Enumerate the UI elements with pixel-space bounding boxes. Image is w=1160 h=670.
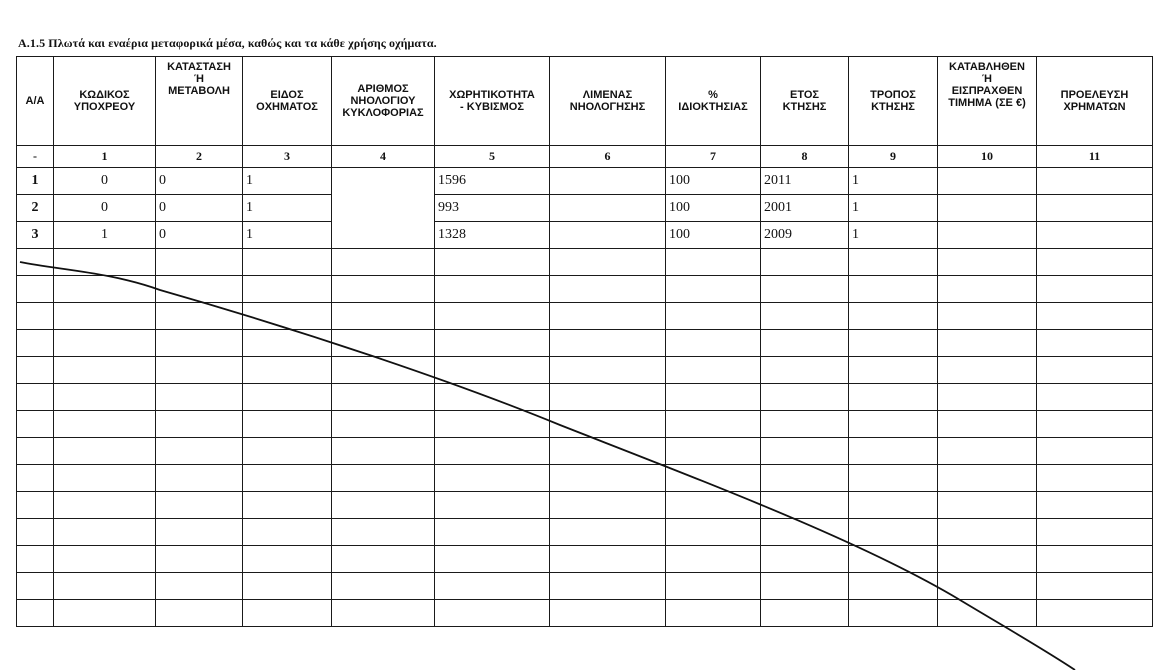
col-header-code: ΚΩΔΙΚΟΣ ΥΠΟΧΡΕΟΥ [54,57,156,146]
empty-cell [332,384,435,411]
empty-cell [435,465,550,492]
col-number: 7 [666,146,761,168]
empty-cell [1037,492,1153,519]
empty-cell [1037,546,1153,573]
empty-cell [156,573,243,600]
empty-cell [435,276,550,303]
cell-aa: 2 [17,195,54,222]
empty-cell [156,303,243,330]
empty-cell [1037,384,1153,411]
empty-cell [17,573,54,600]
col-number: 11 [1037,146,1153,168]
table-row [17,195,1153,222]
empty-cell [17,546,54,573]
empty-cell [243,249,332,276]
cell-price [938,222,1037,249]
empty-row [17,330,1153,357]
empty-cell [1037,438,1153,465]
empty-cell [243,357,332,384]
col-header-year: ΕΤΟΣ ΚΤΗΣΗΣ [761,57,849,146]
cell-price [938,195,1037,222]
empty-cell [761,357,849,384]
empty-cell [761,573,849,600]
empty-cell [849,303,938,330]
empty-cell [156,411,243,438]
col-header-origin: ΠΡΟΕΛΕΥΣΗ ΧΡΗΜΑΤΩΝ [1037,57,1153,146]
empty-cell [54,600,156,627]
cell-capacity: 1328 [435,222,550,249]
empty-cell [243,438,332,465]
empty-cell [156,546,243,573]
cell-method: 1 [849,168,938,195]
cell-origin [1037,168,1153,195]
empty-cell [1037,330,1153,357]
empty-cell [54,519,156,546]
empty-row [17,249,1153,276]
empty-row [17,546,1153,573]
empty-cell [666,249,761,276]
empty-cell [666,519,761,546]
empty-cell [156,492,243,519]
empty-cell [435,330,550,357]
empty-cell [156,384,243,411]
cell-ownership: 100 [666,222,761,249]
empty-cell [156,330,243,357]
empty-cell [938,357,1037,384]
empty-cell [54,546,156,573]
empty-cell [550,357,666,384]
empty-cell [761,276,849,303]
empty-cell [54,411,156,438]
empty-cell [243,492,332,519]
empty-cell [849,249,938,276]
cell-ownership: 100 [666,195,761,222]
empty-cell [666,546,761,573]
empty-cell [17,465,54,492]
empty-cell [761,519,849,546]
empty-cell [1037,249,1153,276]
empty-cell [17,276,54,303]
col-header-capacity: ΧΩΡΗΤΙΚΟΤΗΤΑ - ΚΥΒΙΣΜΟΣ [435,57,550,146]
col-header-type: ΕΙΔΟΣ ΟΧΗΜΑΤΟΣ [243,57,332,146]
empty-cell [938,438,1037,465]
empty-cell [435,438,550,465]
empty-cell [666,330,761,357]
empty-cell [435,303,550,330]
cell-origin [1037,222,1153,249]
empty-cell [435,519,550,546]
empty-row [17,573,1153,600]
empty-cell [849,276,938,303]
column-number-row [17,146,1153,168]
empty-cell [849,492,938,519]
empty-row [17,465,1153,492]
empty-cell [17,600,54,627]
empty-cell [938,573,1037,600]
empty-cell [435,384,550,411]
empty-cell [243,519,332,546]
cell-status: 0 [156,222,243,249]
empty-cell [243,276,332,303]
col-header-price: ΚΑΤΑΒΛΗΘΕΝ Ή ΕΙΣΠΡΑΧΘΕΝ ΤΙΜΗΜΑ (ΣΕ €) [938,57,1037,146]
empty-cell [1037,411,1153,438]
table-row [17,168,1153,195]
empty-cell [332,573,435,600]
empty-cell [54,357,156,384]
empty-row [17,384,1153,411]
empty-cell [332,465,435,492]
empty-cell [1037,303,1153,330]
vehicles-table [16,56,1153,627]
empty-cell [938,303,1037,330]
empty-cell [550,519,666,546]
empty-cell [666,492,761,519]
empty-cell [666,438,761,465]
empty-cell [332,357,435,384]
empty-cell [761,384,849,411]
empty-cell [17,411,54,438]
empty-cell [332,330,435,357]
empty-cell [1037,357,1153,384]
empty-cell [243,330,332,357]
cell-ownership: 100 [666,168,761,195]
empty-cell [17,303,54,330]
empty-cell [938,384,1037,411]
cell-type: 1 [243,195,332,222]
empty-cell [1037,519,1153,546]
empty-cell [666,303,761,330]
empty-cell [550,573,666,600]
col-header-aa: Α/Α [17,57,54,146]
table-row [17,222,1153,249]
empty-cell [332,438,435,465]
empty-cell [849,384,938,411]
empty-cell [435,357,550,384]
empty-cell [435,492,550,519]
empty-cell [54,492,156,519]
empty-cell [761,249,849,276]
empty-cell [849,411,938,438]
cell-type: 1 [243,222,332,249]
empty-cell [938,249,1037,276]
empty-cell [243,546,332,573]
empty-cell [156,600,243,627]
empty-cell [435,573,550,600]
col-number: 9 [849,146,938,168]
empty-cell [54,249,156,276]
empty-cell [17,438,54,465]
empty-cell [666,357,761,384]
cell-year: 2009 [761,222,849,249]
empty-cell [17,330,54,357]
empty-cell [156,465,243,492]
empty-cell [435,546,550,573]
empty-cell [17,357,54,384]
empty-cell [849,519,938,546]
empty-cell [938,600,1037,627]
empty-cell [1037,573,1153,600]
col-number: 4 [332,146,435,168]
cell-code: 0 [54,168,156,195]
empty-cell [550,276,666,303]
empty-cell [332,600,435,627]
empty-cell [1037,465,1153,492]
empty-cell [332,249,435,276]
empty-row [17,357,1153,384]
empty-cell [243,600,332,627]
empty-cell [938,519,1037,546]
empty-cell [938,492,1037,519]
empty-cell [17,492,54,519]
col-number: 5 [435,146,550,168]
empty-row [17,276,1153,303]
empty-cell [849,573,938,600]
col-number: 1 [54,146,156,168]
cell-price [938,168,1037,195]
col-number: 10 [938,146,1037,168]
empty-cell [156,357,243,384]
col-number: 8 [761,146,849,168]
empty-row [17,519,1153,546]
col-number: 6 [550,146,666,168]
col-header-port: ΛΙΜΕΝΑΣ ΝΗΟΛΟΓΗΣΗΣ [550,57,666,146]
cell-aa: 1 [17,168,54,195]
empty-cell [938,276,1037,303]
empty-cell [243,303,332,330]
empty-row [17,438,1153,465]
empty-cell [761,492,849,519]
cell-port [550,222,666,249]
cell-year: 2011 [761,168,849,195]
empty-cell [54,330,156,357]
empty-cell [666,465,761,492]
empty-cell [550,249,666,276]
empty-cell [938,546,1037,573]
cell-status: 0 [156,168,243,195]
cell-status: 0 [156,195,243,222]
empty-cell [938,465,1037,492]
empty-cell [550,411,666,438]
empty-cell [332,546,435,573]
empty-cell [849,438,938,465]
empty-cell [550,600,666,627]
col-number: - [17,146,54,168]
empty-cell [332,519,435,546]
col-header-status: ΚΑΤΑΣΤΑΣΗ Ή ΜΕΤΑΒΟΛΗ [156,57,243,146]
cell-aa: 3 [17,222,54,249]
header-row [17,57,1153,146]
cell-port [550,168,666,195]
empty-cell [761,411,849,438]
cell-year: 2001 [761,195,849,222]
empty-cell [761,465,849,492]
cell-capacity: 1596 [435,168,550,195]
empty-cell [332,303,435,330]
empty-cell [761,546,849,573]
empty-row [17,303,1153,330]
empty-row [17,411,1153,438]
empty-cell [54,465,156,492]
cell-capacity: 993 [435,195,550,222]
empty-cell [761,600,849,627]
cell-code: 1 [54,222,156,249]
empty-cell [550,465,666,492]
cell-method: 1 [849,222,938,249]
cell-type: 1 [243,168,332,195]
empty-cell [17,384,54,411]
cell-origin [1037,195,1153,222]
cell-method: 1 [849,195,938,222]
cell-registry-merged [332,168,435,249]
empty-row [17,492,1153,519]
empty-cell [17,519,54,546]
empty-cell [938,411,1037,438]
empty-cell [156,438,243,465]
empty-cell [849,330,938,357]
empty-cell [54,276,156,303]
empty-cell [550,330,666,357]
empty-cell [243,465,332,492]
empty-cell [435,249,550,276]
empty-cell [849,546,938,573]
empty-cell [243,384,332,411]
empty-cell [550,303,666,330]
empty-cell [666,384,761,411]
empty-cell [156,519,243,546]
empty-cell [666,411,761,438]
empty-cell [54,303,156,330]
col-header-ownership: % ΙΔΙΟΚΤΗΣΙΑΣ [666,57,761,146]
empty-cell [761,438,849,465]
empty-cell [332,492,435,519]
empty-cell [243,411,332,438]
empty-cell [666,600,761,627]
empty-cell [54,384,156,411]
empty-cell [1037,600,1153,627]
empty-cell [54,573,156,600]
col-number: 3 [243,146,332,168]
col-number: 2 [156,146,243,168]
empty-cell [550,384,666,411]
empty-cell [156,276,243,303]
empty-cell [761,303,849,330]
empty-cell [550,546,666,573]
empty-cell [849,357,938,384]
empty-cell [243,573,332,600]
empty-cell [666,276,761,303]
empty-cell [54,438,156,465]
empty-cell [332,411,435,438]
col-header-registry: ΑΡΙΘΜΟΣ ΝΗΟΛΟΓΙΟΥ ΚΥΚΛΟΦΟΡΙΑΣ [332,57,435,146]
empty-cell [550,492,666,519]
empty-cell [849,600,938,627]
col-header-method: ΤΡΟΠΟΣ ΚΤΗΣΗΣ [849,57,938,146]
cell-code: 0 [54,195,156,222]
empty-cell [666,573,761,600]
empty-cell [435,411,550,438]
empty-cell [1037,276,1153,303]
section-title: Α.1.5 Πλωτά και εναέρια μεταφορικά μέσα, καθώς και τα κάθε χρήσης οχήματα. [18,36,437,50]
empty-cell [332,276,435,303]
cell-port [550,195,666,222]
empty-cell [435,600,550,627]
empty-row [17,600,1153,627]
empty-cell [17,249,54,276]
empty-cell [938,330,1037,357]
empty-cell [550,438,666,465]
empty-cell [156,249,243,276]
empty-cell [849,465,938,492]
empty-cell [761,330,849,357]
